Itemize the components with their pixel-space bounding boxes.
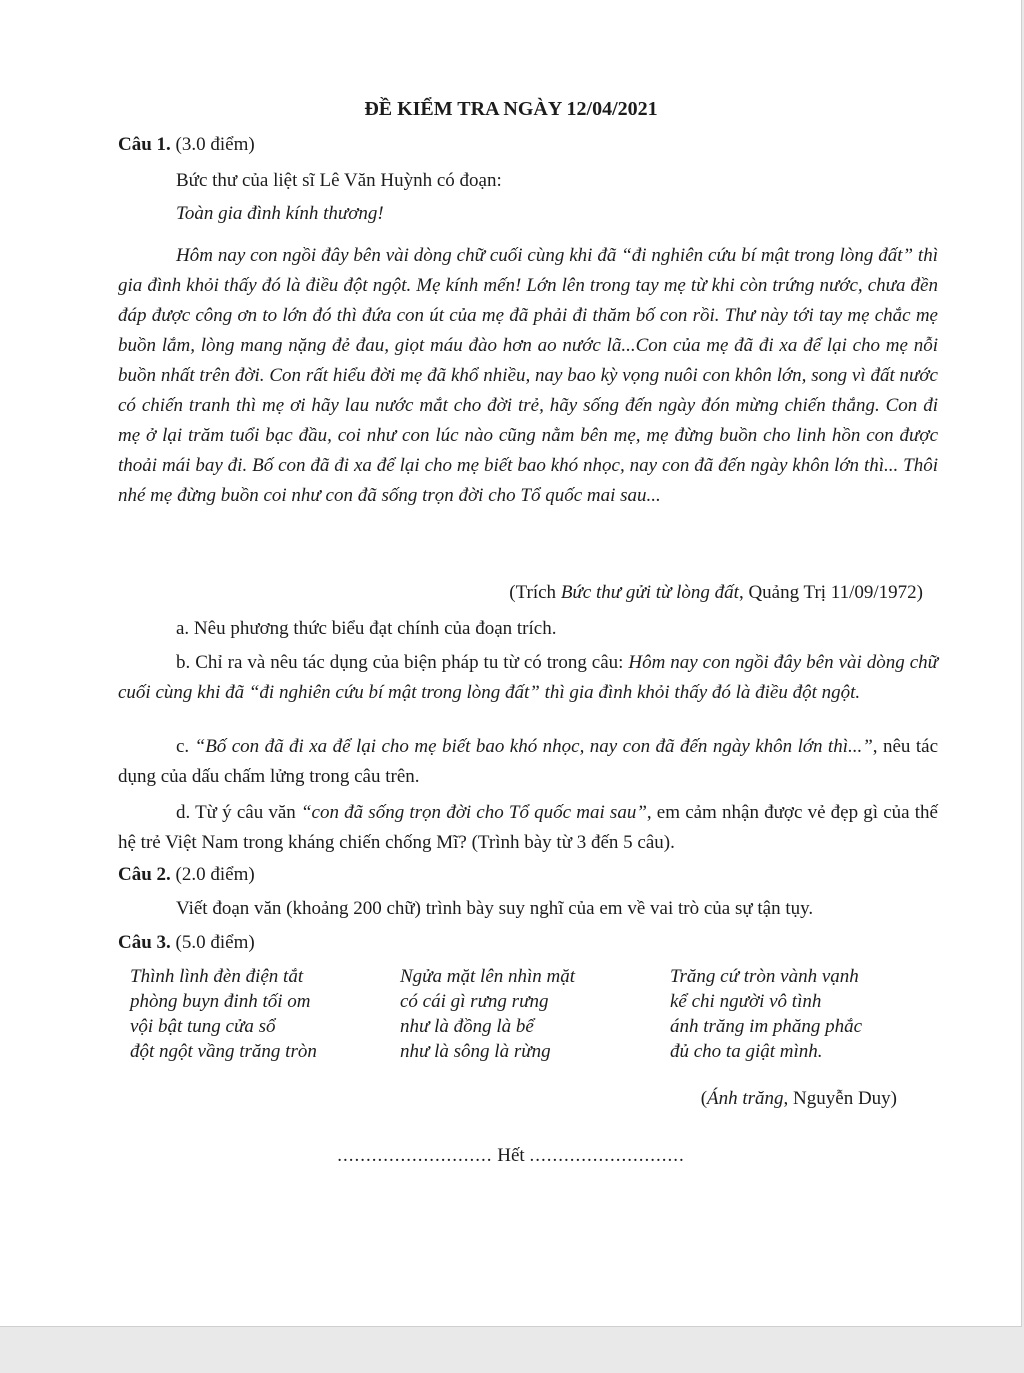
poem-line: đột ngột vầng trăng tròn xyxy=(130,1041,317,1062)
poem-source-suffix: , Nguyễn Duy) xyxy=(783,1088,897,1109)
poem-line: ánh trăng im phăng phắc xyxy=(670,1016,863,1037)
poem-stanza-3 xyxy=(670,964,862,1064)
poem-line: vội bật tung cửa sổ xyxy=(130,1016,276,1037)
question-1d xyxy=(118,798,938,858)
passage-source xyxy=(509,578,923,608)
poem-stanza-2 xyxy=(400,964,575,1064)
question-1b-quote: Hôm nay con ngồi đây bên vài dòng chữ cuối cùng khi đã “đi nghiên cứu bí mật trong lòng đất” thì gia đình khỏi thấy đó là điều đột ngột. xyxy=(118,652,938,703)
question-1c-prompt: , nêu tác dụng của dấu chấm lửng trong câu trên. xyxy=(118,736,938,787)
poem-line: có cái gì rưng rưng xyxy=(400,991,549,1012)
question-1d-prompt: , em cảm nhận được vẻ đẹp gì của thế hệ trẻ Việt Nam trong kháng chiến chống Mĩ? (Trình bày từ 3 đến 5 câu). xyxy=(118,802,938,853)
question-1-label: Câu 1. xyxy=(118,134,171,155)
question-3-label: Câu 3. xyxy=(118,932,171,953)
poem-line: kể chi người vô tình xyxy=(670,991,822,1012)
question-1d-quote: “con đã sống trọn đời cho Tổ quốc mai sau” xyxy=(300,802,647,823)
passage-source-prefix: (Trích xyxy=(509,582,561,603)
question-2-text: Viết đoạn văn (khoảng 200 chữ) trình bày suy nghĩ của em về vai trò của sự tận tụy. xyxy=(176,898,814,919)
poem-source-title: Ánh trăng xyxy=(707,1088,784,1109)
poem-line: như là sông là rừng xyxy=(400,1041,551,1062)
question-2-label: Câu 2. xyxy=(118,864,171,885)
end-dots-right: ........................... xyxy=(529,1145,685,1166)
poem-line: đủ cho ta giật mình. xyxy=(670,1041,823,1062)
question-1b-prompt: b. Chỉ ra và nêu tác dụng của biện pháp tu từ có trong câu: xyxy=(176,652,629,673)
question-2-heading xyxy=(118,860,255,890)
question-3-heading xyxy=(118,928,255,958)
question-1b xyxy=(118,648,938,708)
letter-greeting: Toàn gia đình kính thương! xyxy=(176,203,384,224)
question-2-points: (2.0 điểm) xyxy=(175,864,255,885)
poem-line: Thình lình đèn điện tắt xyxy=(130,966,304,987)
poem-source-open: ( xyxy=(700,1088,708,1109)
poem-line: như là đồng là bể xyxy=(400,1016,534,1037)
poem-line: Ngửa mặt lên nhìn mặt xyxy=(400,966,576,987)
exam-title: ĐỀ KIỂM TRA NGÀY 12/04/2021 xyxy=(364,98,658,120)
question-1a: a. Nêu phương thức biểu đạt chính của đoạn trích. xyxy=(176,618,557,639)
question-3-points: (5.0 điểm) xyxy=(175,932,255,953)
question-1d-prefix: d. Từ ý câu văn xyxy=(176,802,301,823)
letter-passage: Hôm nay con ngồi đây bên vài dòng chữ cuối cùng khi đã “đi nghiên cứu bí mật trong lòng đất” thì gia đình khỏi thấy đó là điều đột ngột. Mẹ kính mến! Lớn lên trong tay mẹ từ khi còn trứng nước, chưa đền đáp được công ơn to lớn đó thì đứa con út của mẹ đã phải đi thăm bố con rồi. Thư này tới tay mẹ chắc mẹ buồn lắm, lòng mang nặng đẻ đau, giọt máu đào hơn ao nước lã...Con của mẹ đã đi xa để lại cho mẹ nỗi buồn nhất trên đời. Con rất hiểu đời mẹ đã khổ nhiều, nay bao kỳ vọng nuôi con khôn lớn, song vì đất nước có chiến tranh thì mẹ ơi hãy lau nước mắt cho đời trẻ, hãy sống đến ngày đón mừng chiến thắng. Con đi mẹ ở lại trăm tuổi bạc đầu, coi như con lúc nào cũng nằm bên mẹ, mẹ đừng buồn cho linh hồn con được thoải mái bay đi. Bố con đã đi xa để lại cho mẹ biết bao khó nhọc, nay con đã đến ngày khôn lớn thì... Thôi nhé mẹ đừng buồn coi như con đã sống trọn đời cho Tổ quốc mai sau... xyxy=(118,245,938,506)
end-marker xyxy=(0,1141,1022,1171)
question-1c-quote: “Bố con đã đi xa để lại cho mẹ biết bao khó nhọc, nay con đã đến ngày khôn lớn thì...” xyxy=(194,736,873,757)
poem-stanza-1 xyxy=(130,964,317,1064)
poem-line: phòng buyn đinh tối om xyxy=(130,991,311,1012)
question-1-heading xyxy=(118,130,255,160)
end-text: Hết xyxy=(497,1145,525,1166)
question-1-points: (3.0 điểm) xyxy=(175,134,255,155)
question-1c-prefix: c. xyxy=(176,736,195,757)
passage-source-suffix: , Quảng Trị 11/09/1972) xyxy=(738,582,923,603)
poem-line: Trăng cứ tròn vành vạnh xyxy=(670,966,859,987)
poem-source xyxy=(701,1084,897,1114)
question-1-intro: Bức thư của liệt sĩ Lê Văn Huỳnh có đoạn: xyxy=(176,170,502,191)
passage-source-title: Bức thư gửi từ lòng đất xyxy=(560,582,739,603)
question-1c xyxy=(118,732,938,792)
end-dots-left: ........................... xyxy=(337,1145,493,1166)
